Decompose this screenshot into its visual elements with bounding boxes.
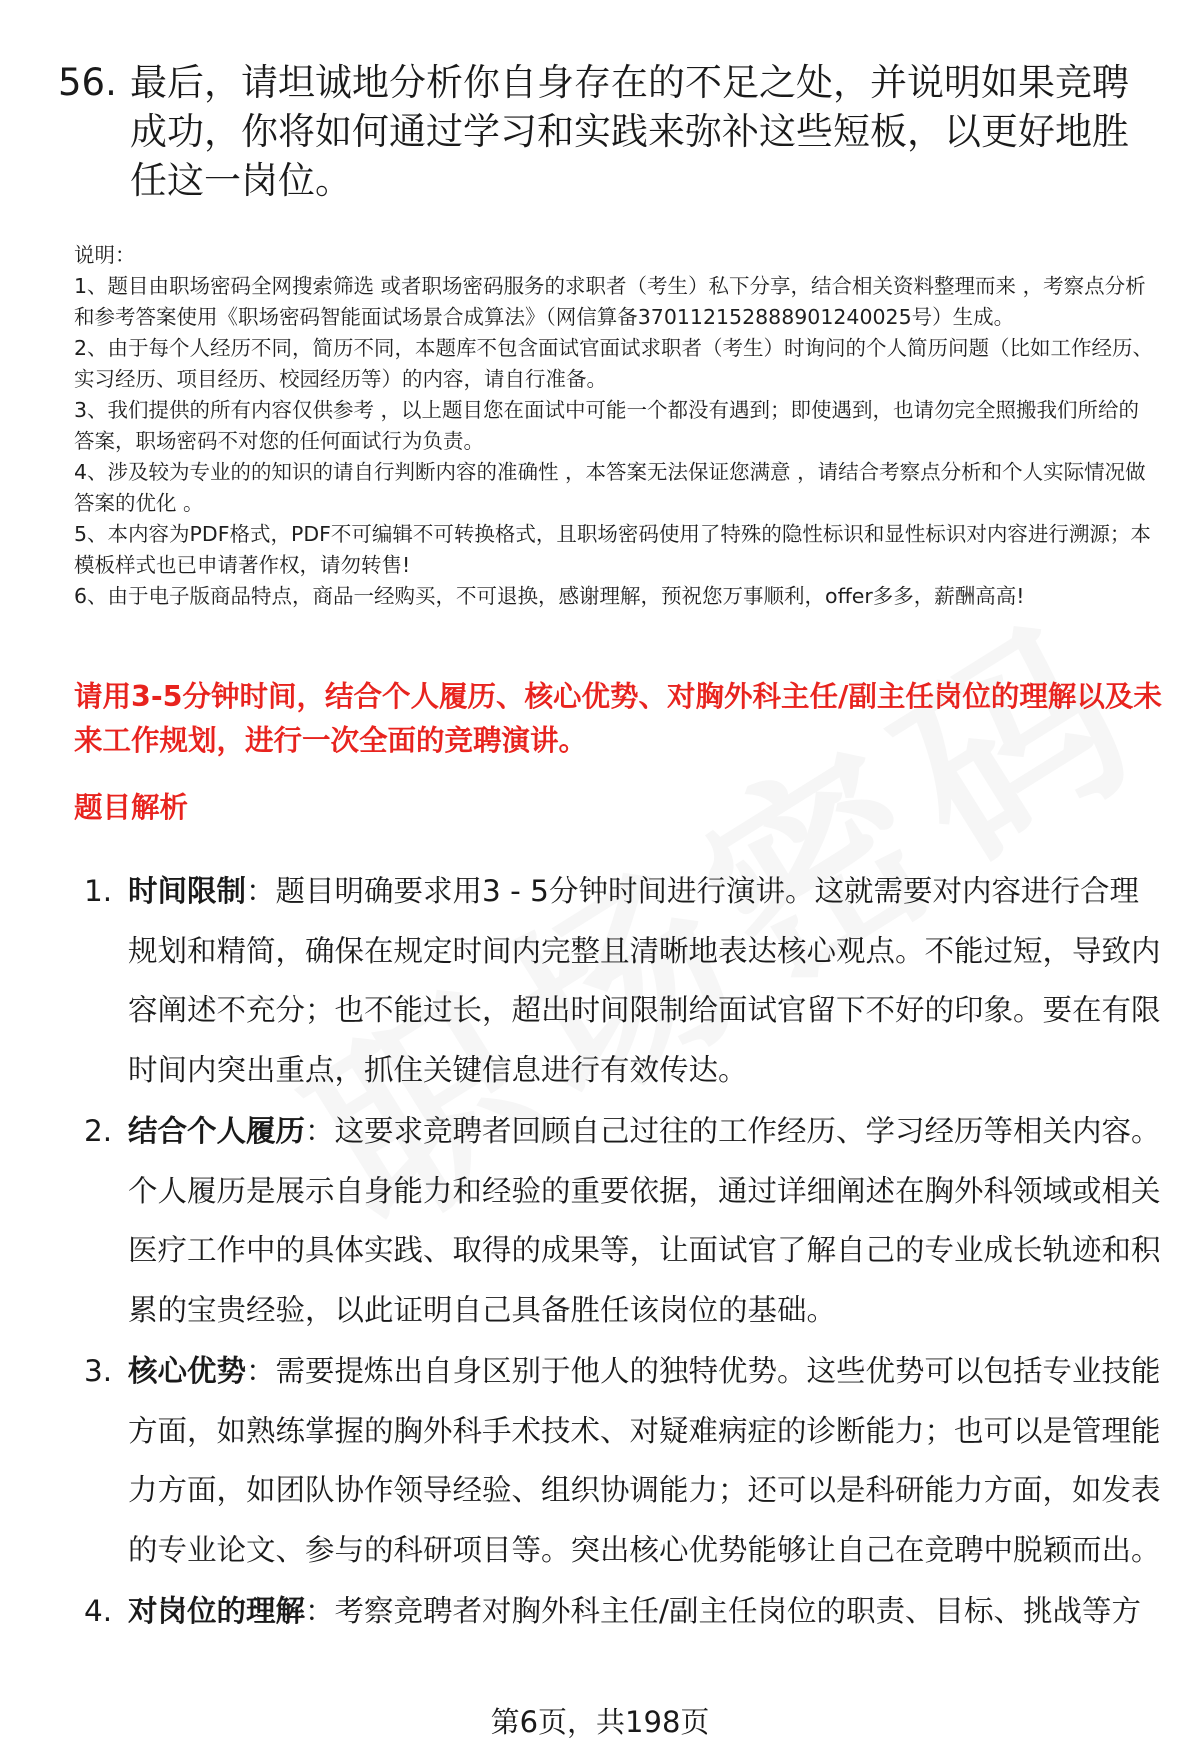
analysis-item [84, 1342, 1164, 1580]
analysis-list [84, 862, 1164, 1644]
question-text: 最后，请坦诚地分析你自身存在的不足之处，并说明如果竞聘成功，你将如何通过学习和实践来弥补这些短板，以更好地胜任这一岗位。 [130, 61, 1129, 202]
analysis-item-text: ：这要求竞聘者回顾自己过往的工作经历、学习经历等相关内容。个人履历是展示自身能力和经验的重要依据，通过详细阐述在胸外科领域或相关医疗工作中的具体实践、取得的成果等，让面试官了解自己的专业成长轨迹和积累的宝贵经验，以此证明自己具备胜任该岗位的基础。 [128, 1114, 1161, 1327]
note-item: 3、我们提供的所有内容仅供参考 ，以上题目您在面试中可能一个都没有遇到；即使遇到，也请勿完全照搬我们所给的答案，职场密码不对您的任何面试行为负责。 [74, 398, 1140, 453]
analysis-item-text: ：需要提炼出自身区别于他人的独特优势。这些优势可以包括专业技能方面，如熟练掌握的胸外科手术技术、对疑难病症的诊断能力；也可以是管理能力方面，如团队协作领导经验、组织协调能力；还可以是科研能力方面，如发表的专业论文、参与的科研项目等。突出核心优势能够让自己在竞聘中脱颖而出。 [128, 1354, 1161, 1567]
analysis-item-term: 结合个人履历 [128, 1114, 306, 1148]
analysis-item-number: 3. [84, 1354, 113, 1388]
analysis-item [84, 1102, 1164, 1340]
speech-prompt: 请用3-5分钟时间，结合个人履历、核心优势、对胸外科主任/副主任岗位的理解以及未来工作规划，进行一次全面的竞聘演讲。 [74, 680, 1162, 757]
question-number: 56. [58, 61, 117, 104]
analysis-item [84, 1582, 1164, 1642]
analysis-item-number: 2. [84, 1114, 113, 1148]
note-item: 2、由于每个人经历不同，简历不同，本题库不包含面试官面试求职者（考生）时询问的个人简历问题（比如工作经历、实习经历、项目经历、校园经历等）的内容，请自行准备。 [74, 336, 1154, 391]
notes-heading: 说明： [74, 243, 136, 267]
page-footer: 第6页，共198页 [490, 1705, 710, 1739]
analysis-item-term: 对岗位的理解 [128, 1594, 306, 1628]
analysis-title: 题目解析 [74, 791, 189, 824]
question [58, 58, 1148, 205]
note-item: 5、本内容为PDF格式，PDF不可编辑不可转换格式，且职场密码使用了特殊的隐性标识和显性标识对内容进行溯源；本模板样式也已申请著作权，请勿转售! [74, 522, 1151, 577]
note-item: 6、由于电子版商品特点，商品一经购买，不可退换，感谢理解，预祝您万事顺利，offer多多，薪酬高高! [74, 584, 1025, 608]
analysis-item-term: 时间限制 [128, 874, 247, 908]
analysis-item-term: 核心优势 [128, 1354, 247, 1388]
analysis-item-text: ：题目明确要求用3 - 5分钟时间进行演讲。这就需要对内容进行合理规划和精简，确保在规定时间内完整且清晰地表达核心观点。不能过短，导致内容阐述不充分；也不能过长，超出时间限制给面试官留下不好的印象。要在有限时间内突出重点，抓住关键信息进行有效传达。 [128, 874, 1161, 1087]
note-item: 4、涉及较为专业的的知识的请自行判断内容的准确性 ，本答案无法保证您满意 ，请结合考察点分析和个人实际情况做答案的优化 。 [74, 460, 1146, 515]
analysis-item [84, 862, 1164, 1100]
note-item: 1、题目由职场密码全网搜索筛选 或者职场密码服务的求职者（考生）私下分享，结合相关资料整理而来 ，考察点分析和参考答案使用《职场密码智能面试场景合成算法》（网信算备370112152888901240025号）生成。 [74, 274, 1146, 329]
analysis-item-text: ：考察竞聘者对胸外科主任/副主任岗位的职责、目标、挑战等方 [305, 1594, 1141, 1628]
notes-section [74, 240, 1154, 612]
analysis-item-number: 4. [84, 1594, 113, 1628]
analysis-item-number: 1. [84, 874, 113, 908]
